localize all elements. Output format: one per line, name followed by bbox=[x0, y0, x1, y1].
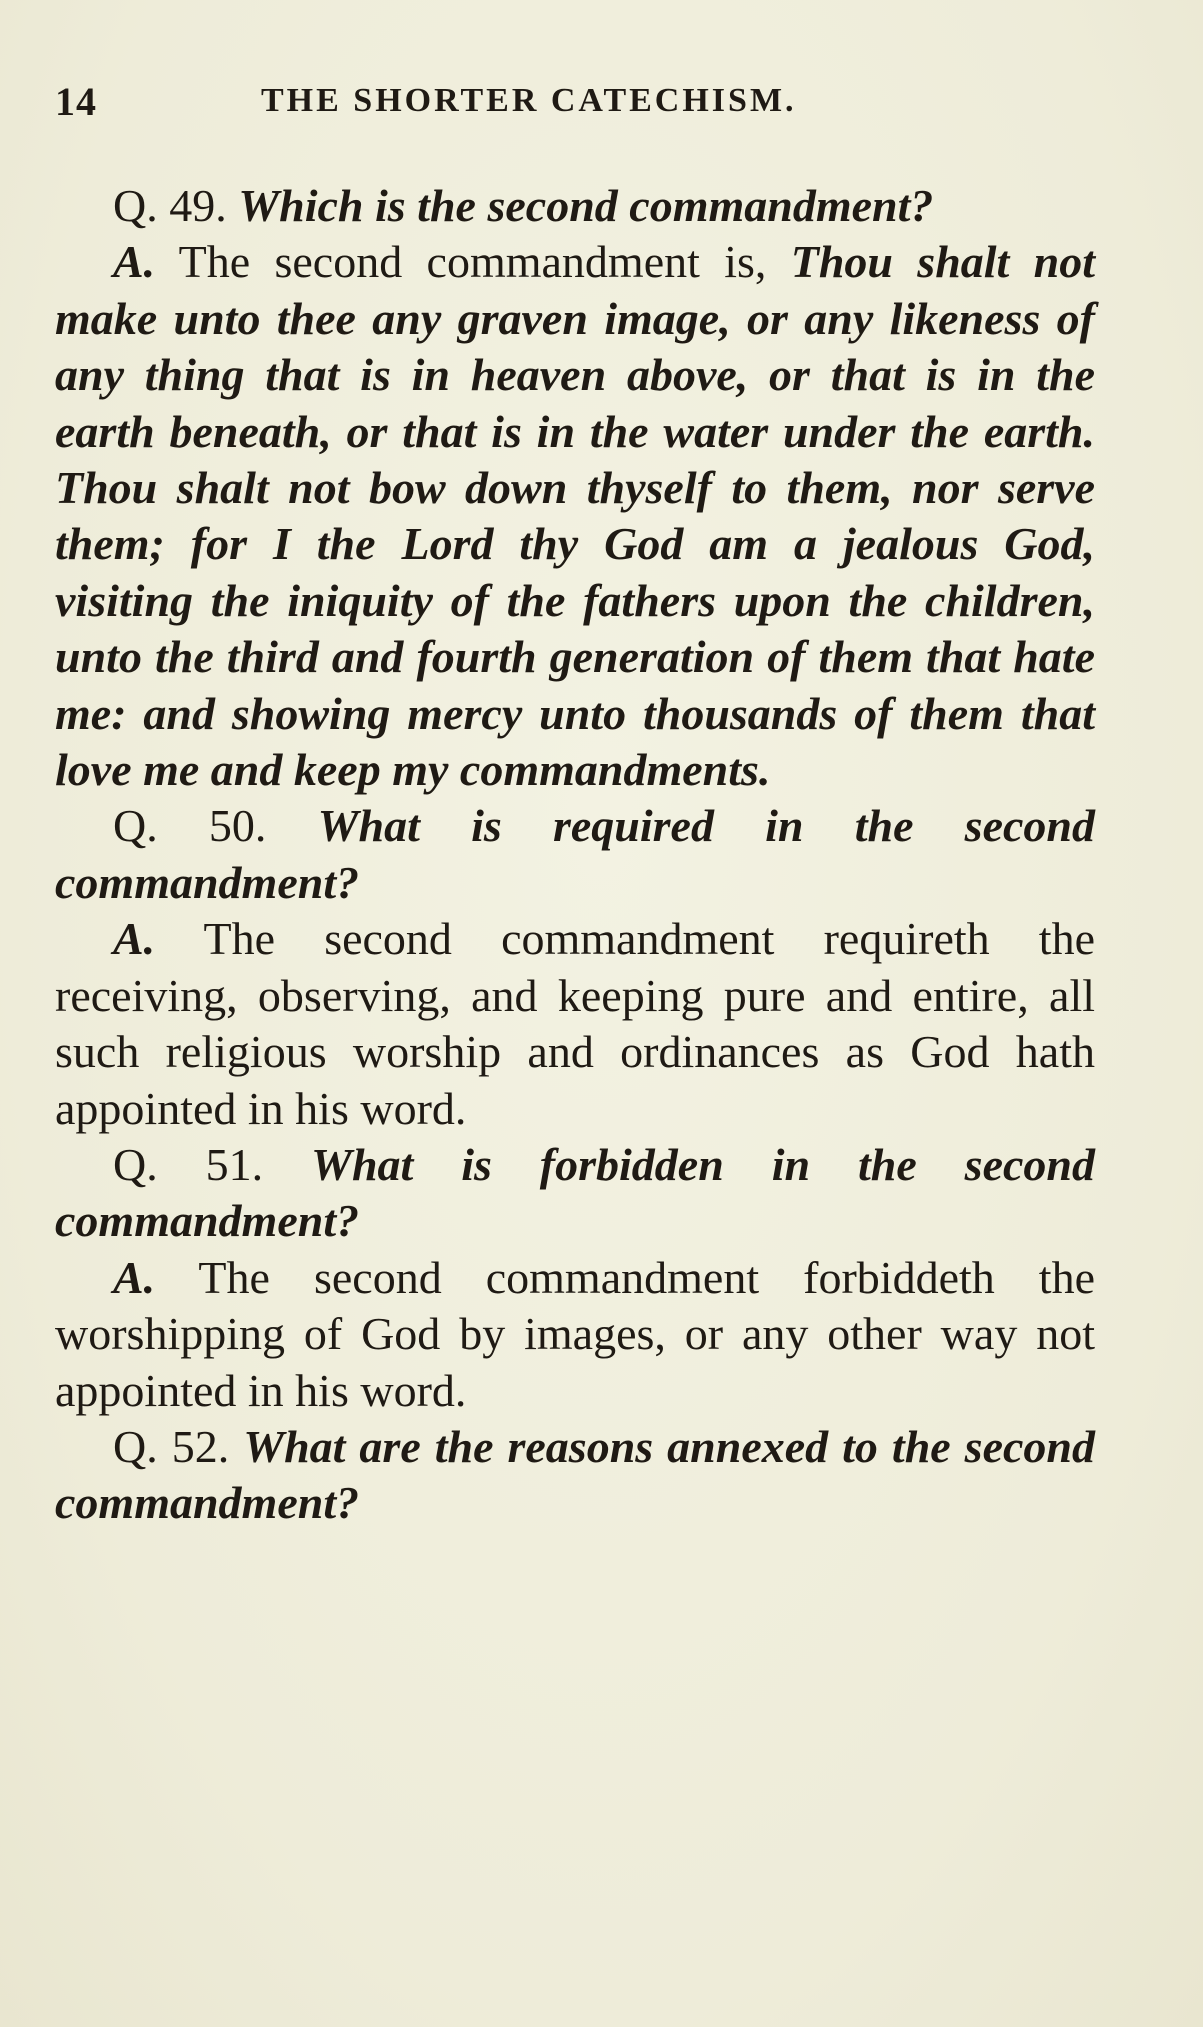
question-text: What is forbidden in the second commandment? bbox=[55, 1138, 1095, 1247]
question-50 bbox=[55, 798, 1095, 911]
question-text: What are the reasons annexed to the second commandment? bbox=[55, 1420, 1095, 1529]
question-label: Q. 50. bbox=[113, 800, 267, 852]
answer-label: A. bbox=[113, 913, 156, 965]
catechism-text bbox=[55, 178, 1095, 1532]
page-number: 14 bbox=[55, 79, 97, 124]
answer-51 bbox=[55, 1250, 1095, 1419]
question-49 bbox=[55, 178, 1095, 234]
running-title: THE SHORTER CATECHISM. bbox=[261, 82, 797, 119]
running-header bbox=[55, 78, 1095, 128]
answer-label: A. bbox=[113, 236, 156, 288]
answer-text: The second commandment requireth the receiving, observing, and keeping pure and entire, all such religious worship and ordinances as God hath appointed in his word. bbox=[55, 913, 1095, 1134]
question-label: Q. 49. bbox=[113, 180, 227, 231]
question-51 bbox=[55, 1137, 1095, 1250]
question-label: Q. 51. bbox=[113, 1138, 264, 1190]
answer-text: The second commandment forbiddeth the worshipping of God by images, or any other way not appointed in his word. bbox=[55, 1251, 1096, 1416]
question-text: What is required in the second commandment? bbox=[55, 800, 1095, 908]
question-label: Q. 52. bbox=[113, 1420, 230, 1472]
question-text: Which is the second commandment? bbox=[238, 180, 934, 231]
answer-49 bbox=[55, 234, 1095, 798]
answer-label: A. bbox=[113, 1251, 156, 1303]
answer-intro: The second commandment is, bbox=[178, 236, 767, 288]
commandment-quote: Thou shalt not make unto thee any graven image, or any likeness of any thing that is in heaven above, or that is in the earth beneath, or that is in the water under the earth. Thou shalt not bow down thyself to them, nor serve them; for I the Lord thy God am a jealous God, visiting the iniquity of the fathers upon the children, unto the third and fourth generation of them that hate me: and showing mercy unto thousands of them that love me and keep my commandments. bbox=[55, 236, 1096, 796]
question-52 bbox=[55, 1419, 1095, 1532]
answer-50 bbox=[55, 911, 1095, 1137]
